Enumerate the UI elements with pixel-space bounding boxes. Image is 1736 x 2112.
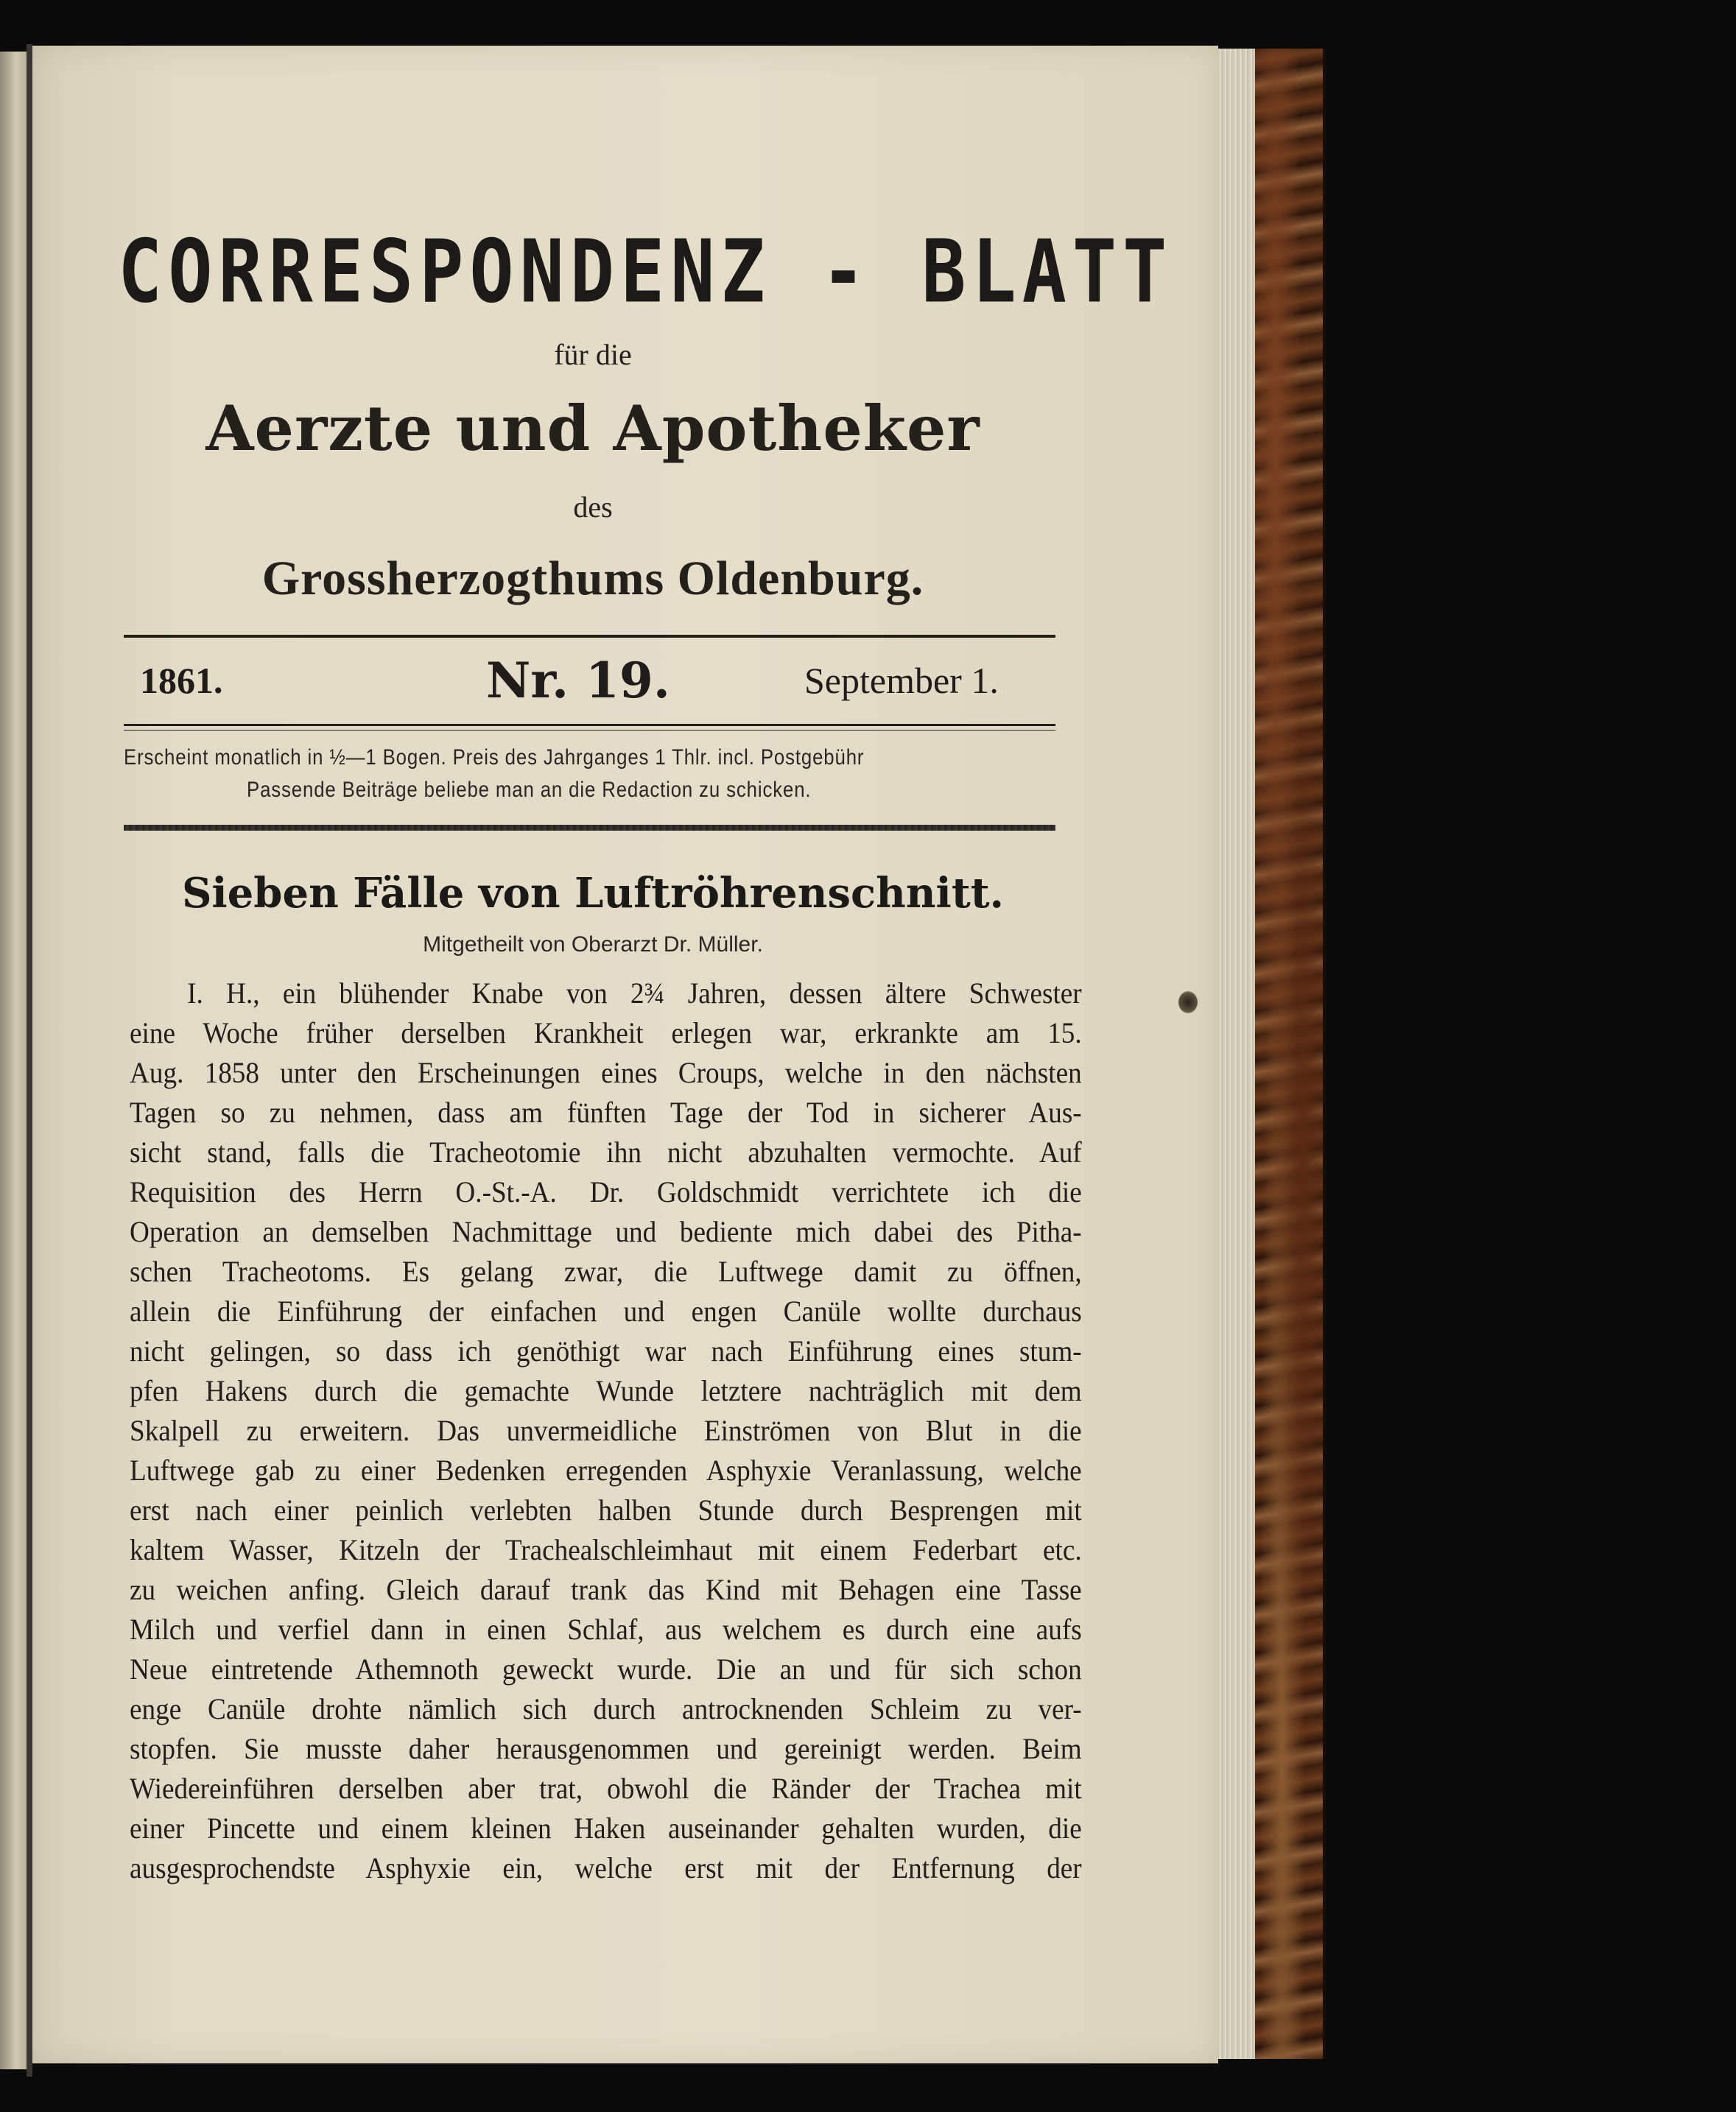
issue-year: 1861.	[140, 660, 223, 701]
body-line: einer Pincette und einem kleinen Haken auseinander gehalten wurden, die	[130, 1812, 1082, 1845]
masthead-des: des	[573, 490, 613, 524]
body-line: enge Canüle drohte nämlich sich durch antrocknenden Schleim zu ver-	[130, 1692, 1082, 1725]
body-line: sicht stand, falls die Tracheotomie ihn nicht abzuhalten vermochte. Auf	[130, 1136, 1082, 1169]
article-title: Sieben Fälle von Luftröhrenschnitt.	[181, 869, 1005, 918]
body-line: schen Tracheotoms. Es gelang zwar, die Luftwege damit zu öffnen,	[130, 1255, 1082, 1288]
masthead-title: CORRESPONDENZ - BLATT	[118, 221, 1173, 323]
body-line: Operation an demselben Nachmittage und bediente mich dabei des Pitha-	[130, 1215, 1082, 1248]
rule-ornamental	[124, 825, 1055, 831]
body-line: Neue eintretende Athemnoth geweckt wurde. Die an und für sich schon	[130, 1652, 1082, 1686]
book-gutter	[27, 44, 32, 2077]
body-line: erst nach einer peinlich verlebten halben Stunde durch Besprengen mit	[130, 1493, 1082, 1527]
body-line: allein die Einführung der einfachen und engen Canüle wollte durchaus	[130, 1295, 1082, 1328]
body-line: ausgesprochendste Asphyxie ein, welche erst mit der Entfernung der	[130, 1851, 1082, 1884]
body-line: Aug. 1858 unter den Erscheinungen eines Croups, welche in den nächsten	[130, 1056, 1082, 1089]
body-line: stopfen. Sie musste daher herausgenommen und gereinigt werden. Beim	[130, 1732, 1082, 1765]
body-line: zu weichen anfing. Gleich darauf trank das Kind mit Behagen eine Tasse	[130, 1573, 1082, 1606]
masthead-aerzte-apotheker: Aerzte und Apotheker	[205, 392, 980, 465]
marbled-cover	[1255, 49, 1323, 2059]
rule-middle-thin	[124, 730, 1055, 731]
body-line: Tagen so zu nehmen, dass am fünften Tage der Tod in sicherer Aus-	[130, 1096, 1082, 1129]
rule-middle	[124, 724, 1055, 726]
rule-top	[124, 635, 1055, 638]
masthead-fuer-die: für die	[554, 338, 632, 371]
body-line: Wiedereinführen derselben aber trat, obwohl die Ränder der Trachea mit	[130, 1772, 1082, 1805]
page-edges	[1218, 49, 1255, 2059]
issue-number: Nr. 19.	[486, 652, 670, 709]
body-line: Requisition des Herrn O.-St.-A. Dr. Goldschmidt verrichtete ich die	[130, 1175, 1082, 1208]
body-line: pfen Hakens durch die gemachte Wunde letztere nachträglich mit dem	[130, 1374, 1082, 1407]
publication-notice-line1: Erscheint monatlich in ½—1 Bogen. Preis des Jahrganges 1 Thlr. incl. Postgebühr	[124, 745, 865, 770]
cover-edge	[1323, 49, 1326, 2059]
body-line: Skalpell zu erweitern. Das unvermeidliche Einströmen von Blut in die	[130, 1414, 1082, 1447]
facing-page-edge	[0, 52, 27, 2069]
article-byline: Mitgetheilt von Oberarzt Dr. Müller.	[423, 932, 763, 957]
body-line: Luftwege gab zu einer Bedenken erregenden Asphyxie Veranlassung, welche	[130, 1454, 1082, 1487]
issue-date: September 1.	[804, 660, 999, 701]
body-line: kaltem Wasser, Kitzeln der Trachealschleimhaut mit einem Federbart etc.	[130, 1533, 1082, 1566]
body-line: nicht gelingen, so dass ich genöthigt war nach Einführung eines stum-	[130, 1334, 1082, 1367]
body-line: eine Woche früher derselben Krankheit erlegen war, erkrankte am 15.	[130, 1016, 1082, 1049]
ink-stain	[1178, 991, 1198, 1013]
publication-notice-line2: Passende Beiträge beliebe man an die Redaction zu schicken.	[247, 778, 812, 802]
masthead-region: Grossherzogthums Oldenburg.	[261, 552, 924, 605]
body-line: Milch und verfiel dann in einen Schlaf, aus welchem es durch eine aufs	[130, 1613, 1082, 1646]
body-line: I. H., ein blühender Knabe von 2¾ Jahren, dessen ältere Schwester	[187, 976, 1082, 1010]
article-body	[130, 974, 1080, 1888]
